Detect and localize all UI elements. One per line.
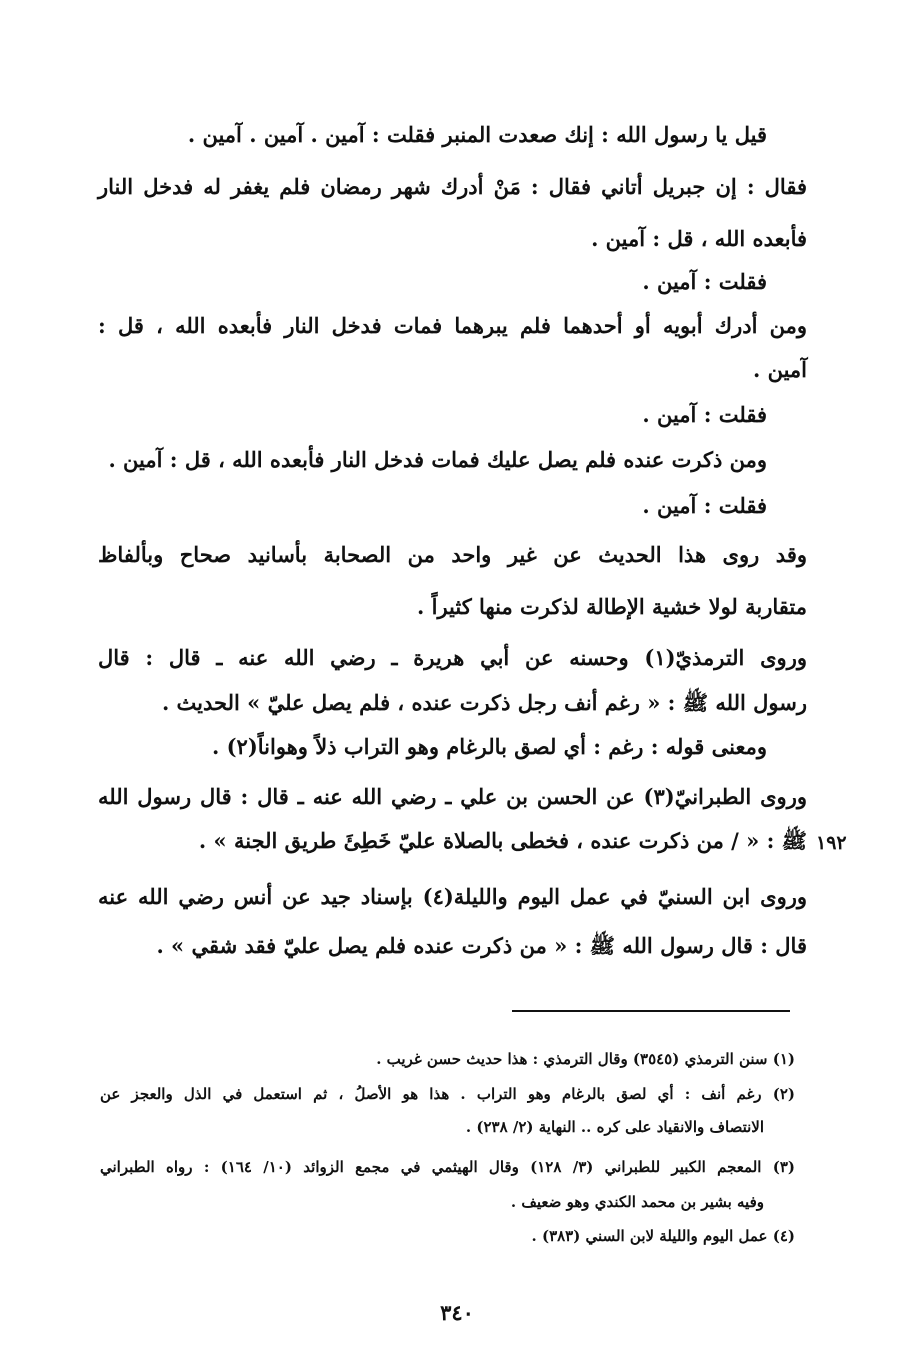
- body-line-8: ومن ذكرت عنده فلم يصل عليك فمات فدخل النار فأبعده الله ، قل : آمين .: [108, 447, 767, 472]
- body-line-18: قال : قال رسول الله ﷺ : « من ذكرت عنده فلم يصل عليّ فقد شقي » .: [156, 933, 807, 958]
- footnote-line-3: الانتصاف والانقياد على كره .. النهاية (٢/ ٢٣٨) .: [465, 1118, 764, 1136]
- footnote-line-2: (٢) رغم أنف : أي لصق بالرغام وهو التراب . هذا هو الأصلُ ، ثم استعمل في الذل والعجز عن: [100, 1085, 795, 1103]
- page-number: ٣٤٠: [440, 1300, 474, 1325]
- footnote-separator: [512, 1010, 790, 1012]
- body-line-2: فقال : إن جبريل أتاني فقال : مَنْ أدرك شهر رمضان فلم يغفر له فدخل النار: [98, 174, 807, 199]
- body-line-13: رسول الله ﷺ : « رغم أنف رجل ذكرت عنده ، فلم يصل عليّ » الحديث .: [161, 690, 807, 715]
- margin-manuscript-number: ١٩٢: [816, 832, 847, 854]
- body-line-15: وروى الطبرانيّ(٣) عن الحسن بن علي ـ رضي الله عنه ـ قال : قال رسول الله: [98, 784, 807, 809]
- footnote-line-1: (١) سنن الترمذي (٣٥٤٥) وقال الترمذي : هذا حديث حسن غريب .: [376, 1050, 795, 1068]
- footnote-line-4: (٣) المعجم الكبير للطبراني (٣/ ١٢٨) وقال الهيثمي في مجمع الزوائد (١٠/ ١٦٤) : رواه الطبراني: [100, 1158, 796, 1176]
- body-line-16: ﷺ : « / من ذكرت عنده ، فخطى بالصلاة عليّ خَطِئَ طريق الجنة » .: [198, 828, 807, 853]
- body-line-3: فأبعده الله ، قل : آمين .: [591, 226, 807, 251]
- body-line-10: وقد روى هذا الحديث عن غير واحد من الصحابة بأسانيد صحاح وبألفاظ: [98, 542, 807, 567]
- body-line-17: وروى ابن السنيّ في عمل اليوم والليلة(٤) بإسناد جيد عن أنس رضي الله عنه: [98, 884, 807, 909]
- body-line-14: ومعنى قوله : رغم : أي لصق بالرغام وهو التراب ذلاً وهواناً(٢) .: [211, 734, 767, 759]
- body-line-5: ومن أدرك أبويه أو أحدهما فلم يبرهما فمات فدخل النار فأبعده الله ، قل :: [98, 313, 807, 338]
- body-line-7: فقلت : آمين .: [642, 402, 767, 427]
- body-line-11: متقاربة لولا خشية الإطالة لذكرت منها كثيراً .: [417, 594, 807, 619]
- footnote-line-5: وفيه بشير بن محمد الكندي وهو ضعيف .: [510, 1193, 764, 1211]
- body-line-9: فقلت : آمين .: [642, 493, 767, 518]
- body-line-12: وروى الترمذيّ(١) وحسنه عن أبي هريرة ـ رضي الله عنه ـ قال : قال: [98, 645, 807, 670]
- footnote-line-6: (٤) عمل اليوم والليلة لابن السني (٣٨٣) .: [531, 1227, 795, 1245]
- body-line-1: قيل يا رسول الله : إنك صعدت المنبر فقلت : آمين . آمين . آمين .: [187, 122, 767, 147]
- body-line-6: آمين .: [752, 357, 807, 382]
- body-line-4: فقلت : آمين .: [642, 269, 767, 294]
